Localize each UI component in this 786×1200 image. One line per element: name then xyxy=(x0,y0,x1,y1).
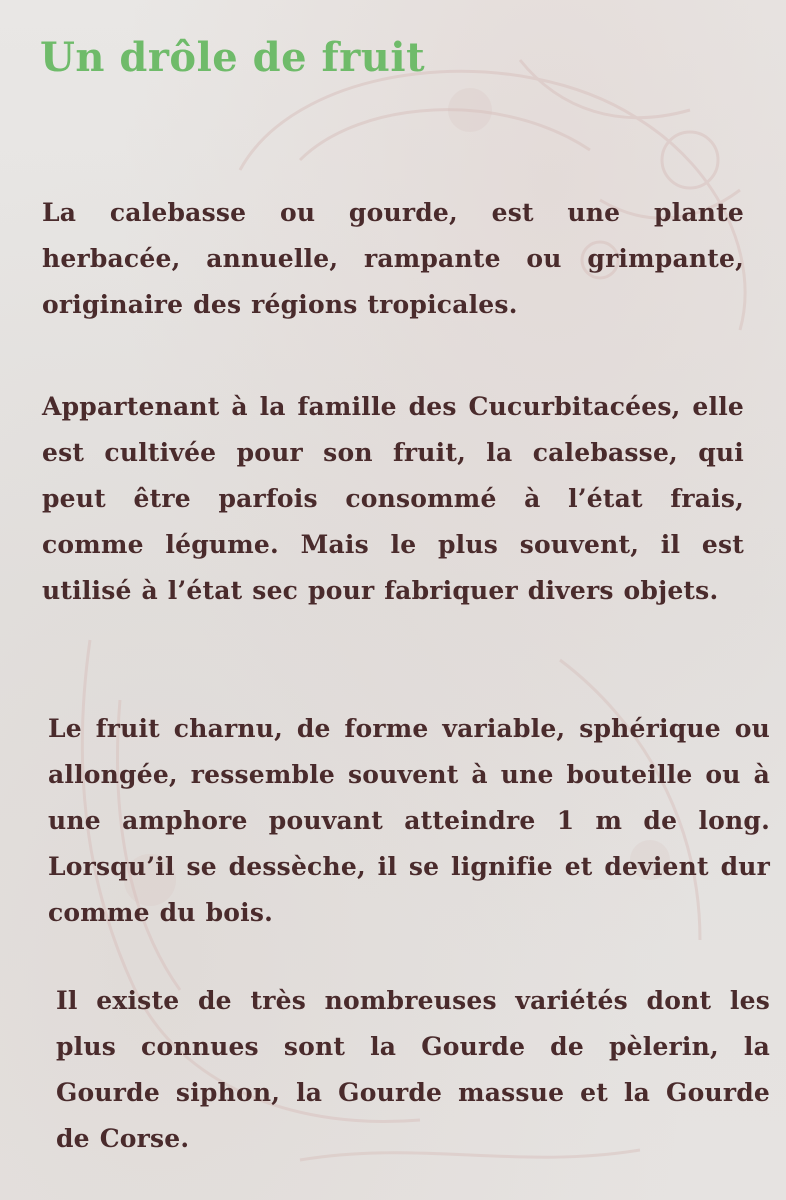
paragraph-family: Appartenant à la famille des Cucurbitacées, elle est cultivée pour son fruit, la calebasse, qui peut être parfois consommé à l’état frais, comme légume. Mais le plus souvent, il est utilisé à l’état sec pour fabriquer divers objets. xyxy=(42,392,744,605)
paragraph-varieties: Il existe de très nombreuses variétés dont les plus connues sont la Gourde de pèlerin, la Gourde siphon, la Gourde massue et la Gourde de Corse. xyxy=(56,986,770,1153)
paragraph-intro: La calebasse ou gourde, est une plante herbacée, annuelle, rampante ou grimpante, originaire des régions tropicales. xyxy=(42,198,744,319)
panel-title: Un drôle de fruit xyxy=(40,34,426,81)
paragraph-fruit: Le fruit charnu, de forme variable, sphérique ou allongée, ressemble souvent à une bouteille ou à une amphore pouvant atteindre 1 m de long. Lorsqu’il se dessèche, il se lignifie et devient dur comme du bois. xyxy=(48,714,770,927)
